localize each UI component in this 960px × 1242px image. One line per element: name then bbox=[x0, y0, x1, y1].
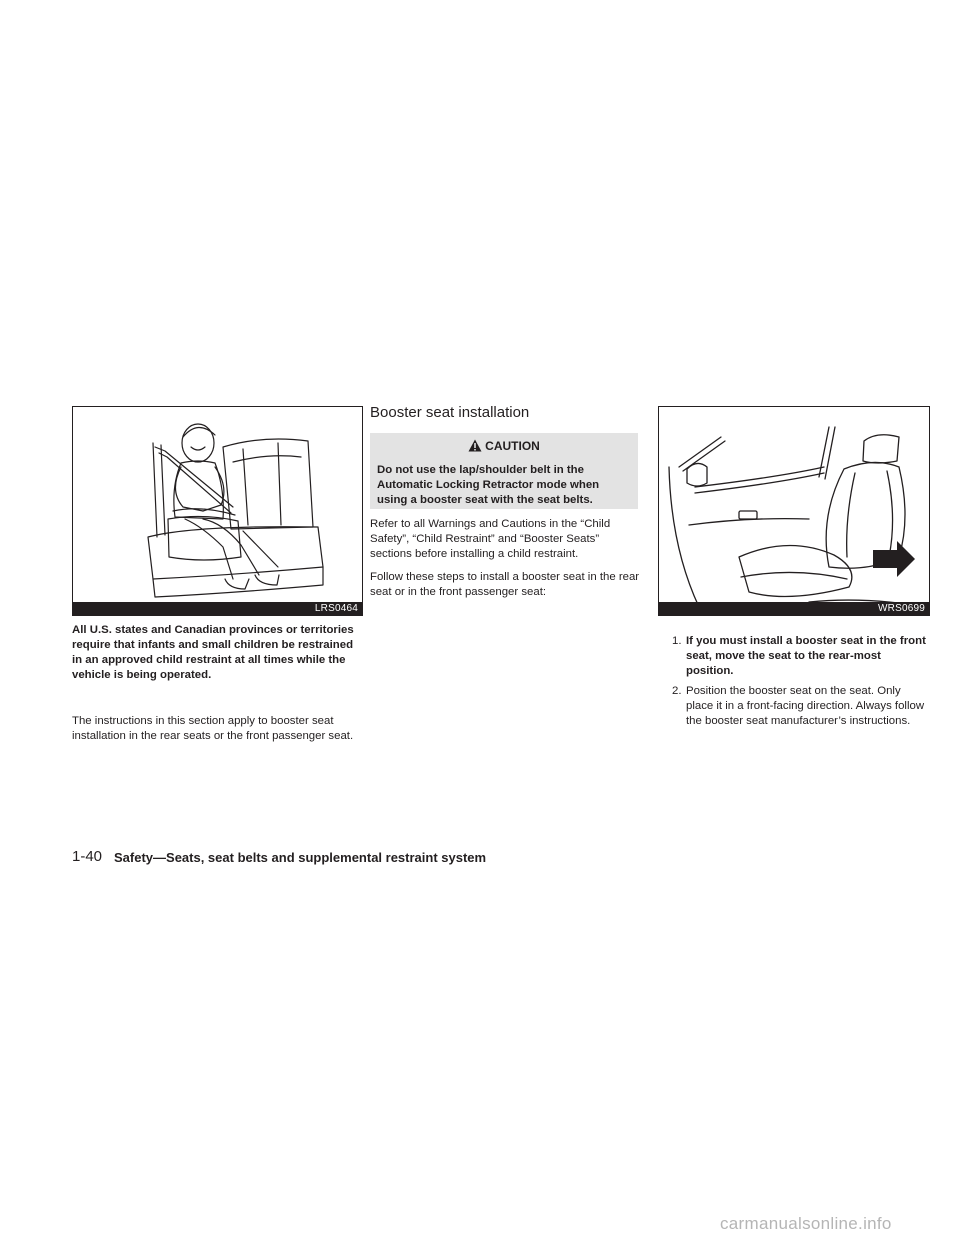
caution-box bbox=[370, 433, 638, 509]
rearward-arrow-icon bbox=[873, 541, 915, 577]
figure-child-booster-seat bbox=[72, 406, 363, 616]
step-number: 1. bbox=[672, 635, 682, 647]
follow-steps-paragraph: Follow these steps to install a booster seat in the rear seat or in the front passenger seat: bbox=[370, 571, 640, 598]
figure-front-seat bbox=[658, 406, 930, 616]
step-2 bbox=[672, 684, 928, 744]
watermark-text: carmanualsonline.info bbox=[720, 1214, 892, 1233]
child-booster-illustration bbox=[73, 407, 364, 617]
intro-bold-paragraph: All U.S. states and Canadian provinces or territories require that infants and small children be restrained in an approved child restraint at all times while the vehicle is being operated. bbox=[72, 624, 354, 681]
refer-paragraph: Refer to all Warnings and Cautions in the “Child Safety”, “Child Restraint” and “Booster Seats” sections before installing a child restraint. bbox=[370, 518, 611, 560]
figure-code-label: LRS0464 bbox=[310, 602, 362, 615]
page-number: 1-40 bbox=[72, 848, 103, 865]
step-number: 2. bbox=[672, 685, 682, 697]
caution-text: Do not use the lap/shoulder belt in the Automatic Locking Retractor mode when using a booster seat with the seat belts. bbox=[377, 464, 600, 506]
intro-paragraph: The instructions in this section apply to booster seat installation in the rear seats or the front passenger seat. bbox=[72, 715, 354, 742]
step-1 bbox=[672, 634, 928, 679]
step-text: Position the booster seat on the seat. Only place it in a front-facing direction. Always follow the booster seat manufacturer’s instructions. bbox=[686, 685, 925, 727]
figure-code-label: WRS0699 bbox=[873, 602, 929, 615]
caution-title-text: CAUTION bbox=[485, 439, 540, 453]
step-text: If you must install a booster seat in the front seat, move the seat to the rear-most position. bbox=[686, 635, 926, 677]
caution-title bbox=[370, 438, 638, 454]
section-title: Safety—Seats, seat belts and supplemental restraint system bbox=[114, 850, 487, 865]
section-heading: Booster seat installation bbox=[370, 404, 530, 421]
warning-triangle-icon bbox=[468, 439, 482, 452]
front-seat-illustration bbox=[659, 407, 931, 617]
